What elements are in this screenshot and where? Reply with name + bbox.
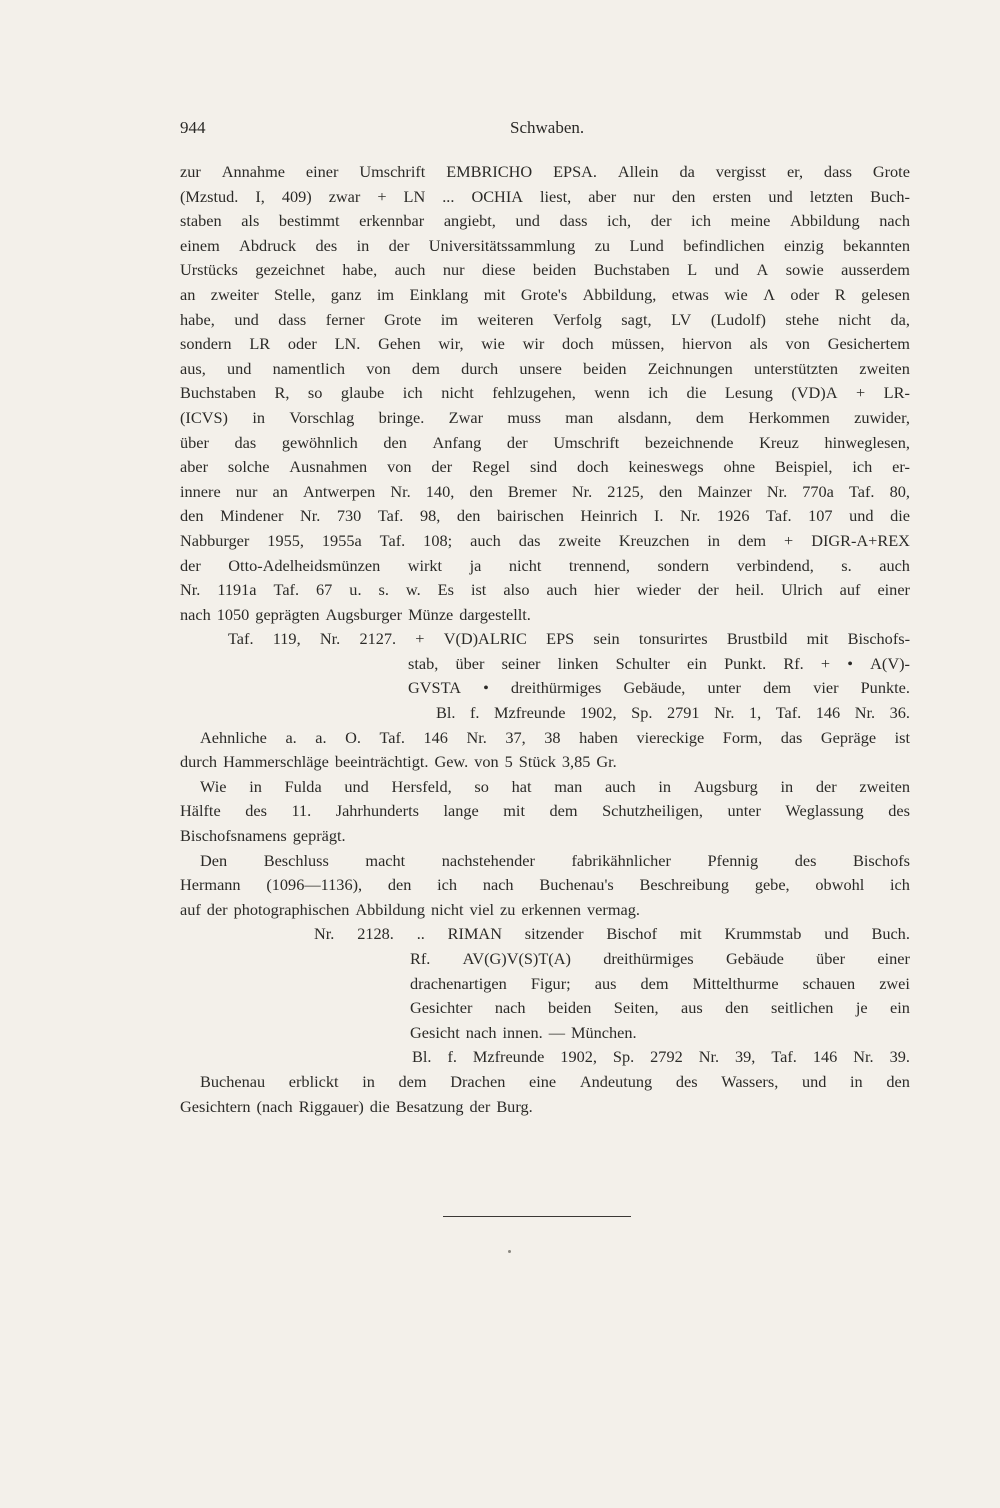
text-line: Urstücks gezeichnet habe, auch nur diese beiden Buchstaben L und A sowie ausserdem <box>180 260 910 280</box>
text-line: einem Abdruck des in der Universitätssammlung zu Lund befindlichen einzig bekannten <box>180 235 910 255</box>
separator-rule <box>443 1216 631 1217</box>
text-line: Nr. 1191a Taf. 67 u. s. w. Es ist also auch hier wieder der heil. Ulrich auf einer <box>180 580 910 600</box>
text-line: der Otto-Adelheidsmünzen wirkt ja nicht trennend, sondern verbindend, s. auch <box>180 555 910 575</box>
text-line: Rf. AV(G)V(S)T(A) dreithürmiges Gebäude über einer <box>410 949 910 968</box>
text-line: GVSTA • dreithürmiges Gebäude, unter dem vier Punkte. <box>408 678 910 698</box>
text-line: (ICVS) in Vorschlag bringe. Zwar muss man alsdann, dem Herkommen zuwider, <box>180 407 910 427</box>
text-line: Bl. f. Mzfreunde 1902, Sp. 2791 Nr. 1, Taf. 146 Nr. 36. <box>436 703 910 723</box>
text-line: Gesichtern (nach Riggauer) die Besatzung der Burg. <box>180 1096 533 1116</box>
print-speck <box>508 1250 511 1253</box>
text-line: (Mzstud. I, 409) zwar + LN ... OCHIA liest, aber nur den ersten und letzten Buch- <box>180 186 910 206</box>
body-text <box>180 160 910 1119</box>
text-line: an zweiter Stelle, ganz im Einklang mit Grote's Abbildung, etwas wie Λ oder R gelesen <box>180 284 910 304</box>
text-line: habe, und dass ferner Grote im weiteren Verfolg sagt, LV (Ludolf) stehe nicht da, <box>180 309 910 329</box>
text-line: aber solche Ausnahmen von der Regel sind doch keineswegs ohne Beispiel, ich er- <box>180 457 910 477</box>
text-line: Buchstaben R, so glaube ich nicht fehlzugehen, wenn ich die Lesung (VD)A + LR- <box>180 383 910 403</box>
text-line: über das gewöhnlich den Anfang der Umschrift bezeichnende Kreuz hinweglesen, <box>180 432 910 452</box>
text-line: Bischofsnamens geprägt. <box>180 826 346 846</box>
text-line: durch Hammerschläge beeinträchtigt. Gew. von 5 Stück 3,85 Gr. <box>180 752 617 772</box>
text-line: Taf. 119, Nr. 2127. + V(D)ALRIC EPS sein tonsurirtes Brustbild mit Bischofs- <box>228 629 910 649</box>
text-line: Buchenau erblickt in dem Drachen eine Andeutung des Wassers, und in den <box>200 1071 910 1091</box>
text-line: Hermann (1096—1136), den ich nach Buchenau's Beschreibung gebe, obwohl ich <box>180 875 910 895</box>
text-line: Nr. 2128. .. RIMAN sitzender Bischof mit Krummstab und Buch. <box>314 924 910 944</box>
text-line: den Mindener Nr. 730 Taf. 98, den bairischen Heinrich I. Nr. 1926 Taf. 107 und die <box>180 506 910 526</box>
text-line: sondern LR oder LN. Gehen wir, wie wir doch müssen, hiervon als von Gesichertem <box>180 334 910 354</box>
text-line: Wie in Fulda und Hersfeld, so hat man auch in Augsburg in der zweiten <box>200 776 910 796</box>
text-line: stab, über seiner linken Schulter ein Punkt. Rf. + • A(V)- <box>408 653 910 673</box>
text-line: Aehnliche a. a. O. Taf. 146 Nr. 37, 38 haben viereckige Form, das Gepräge ist <box>200 727 910 747</box>
text-line: Gesichter nach beiden Seiten, aus den seitlichen je ein <box>410 998 910 1018</box>
text-line: auf der photographischen Abbildung nicht viel zu erkennen vermag. <box>180 899 640 919</box>
text-line: drachenartigen Figur; aus dem Mittelthurme schauen zwei <box>410 973 910 993</box>
running-head <box>180 118 900 142</box>
text-line: zur Annahme einer Umschrift EMBRICHO EPSA. Allein da vergisst er, dass Grote <box>180 162 910 181</box>
text-line: Nabburger 1955, 1955a Taf. 108; auch das zweite Kreuzchen in dem + DIGR-A+REX <box>180 530 910 550</box>
page-number: 944 <box>180 118 206 137</box>
text-line: nach 1050 geprägten Augsburger Münze dargestellt. <box>180 604 531 624</box>
text-line: aus, und namentlich von dem durch unsere beiden Zeichnungen unterstützten zweiten <box>180 358 910 378</box>
text-line: Bl. f. Mzfreunde 1902, Sp. 2792 Nr. 39, Taf. 146 Nr. 39. <box>412 1047 910 1067</box>
text-line: staben als bestimmt erkennbar angiebt, und dass ich, der ich meine Abbildung nach <box>180 211 910 231</box>
running-title: Schwaben. <box>510 118 585 137</box>
text-line: Den Beschluss macht nachstehender fabrikähnlicher Pfennig des Bischofs <box>200 850 910 870</box>
text-line: innere nur an Antwerpen Nr. 140, den Bremer Nr. 2125, den Mainzer Nr. 770a Taf. 80, <box>180 481 910 501</box>
text-line: Hälfte des 11. Jahrhunderts lange mit dem Schutzheiligen, unter Weglassung des <box>180 801 910 821</box>
text-line: Gesicht nach innen. — München. <box>410 1022 637 1042</box>
